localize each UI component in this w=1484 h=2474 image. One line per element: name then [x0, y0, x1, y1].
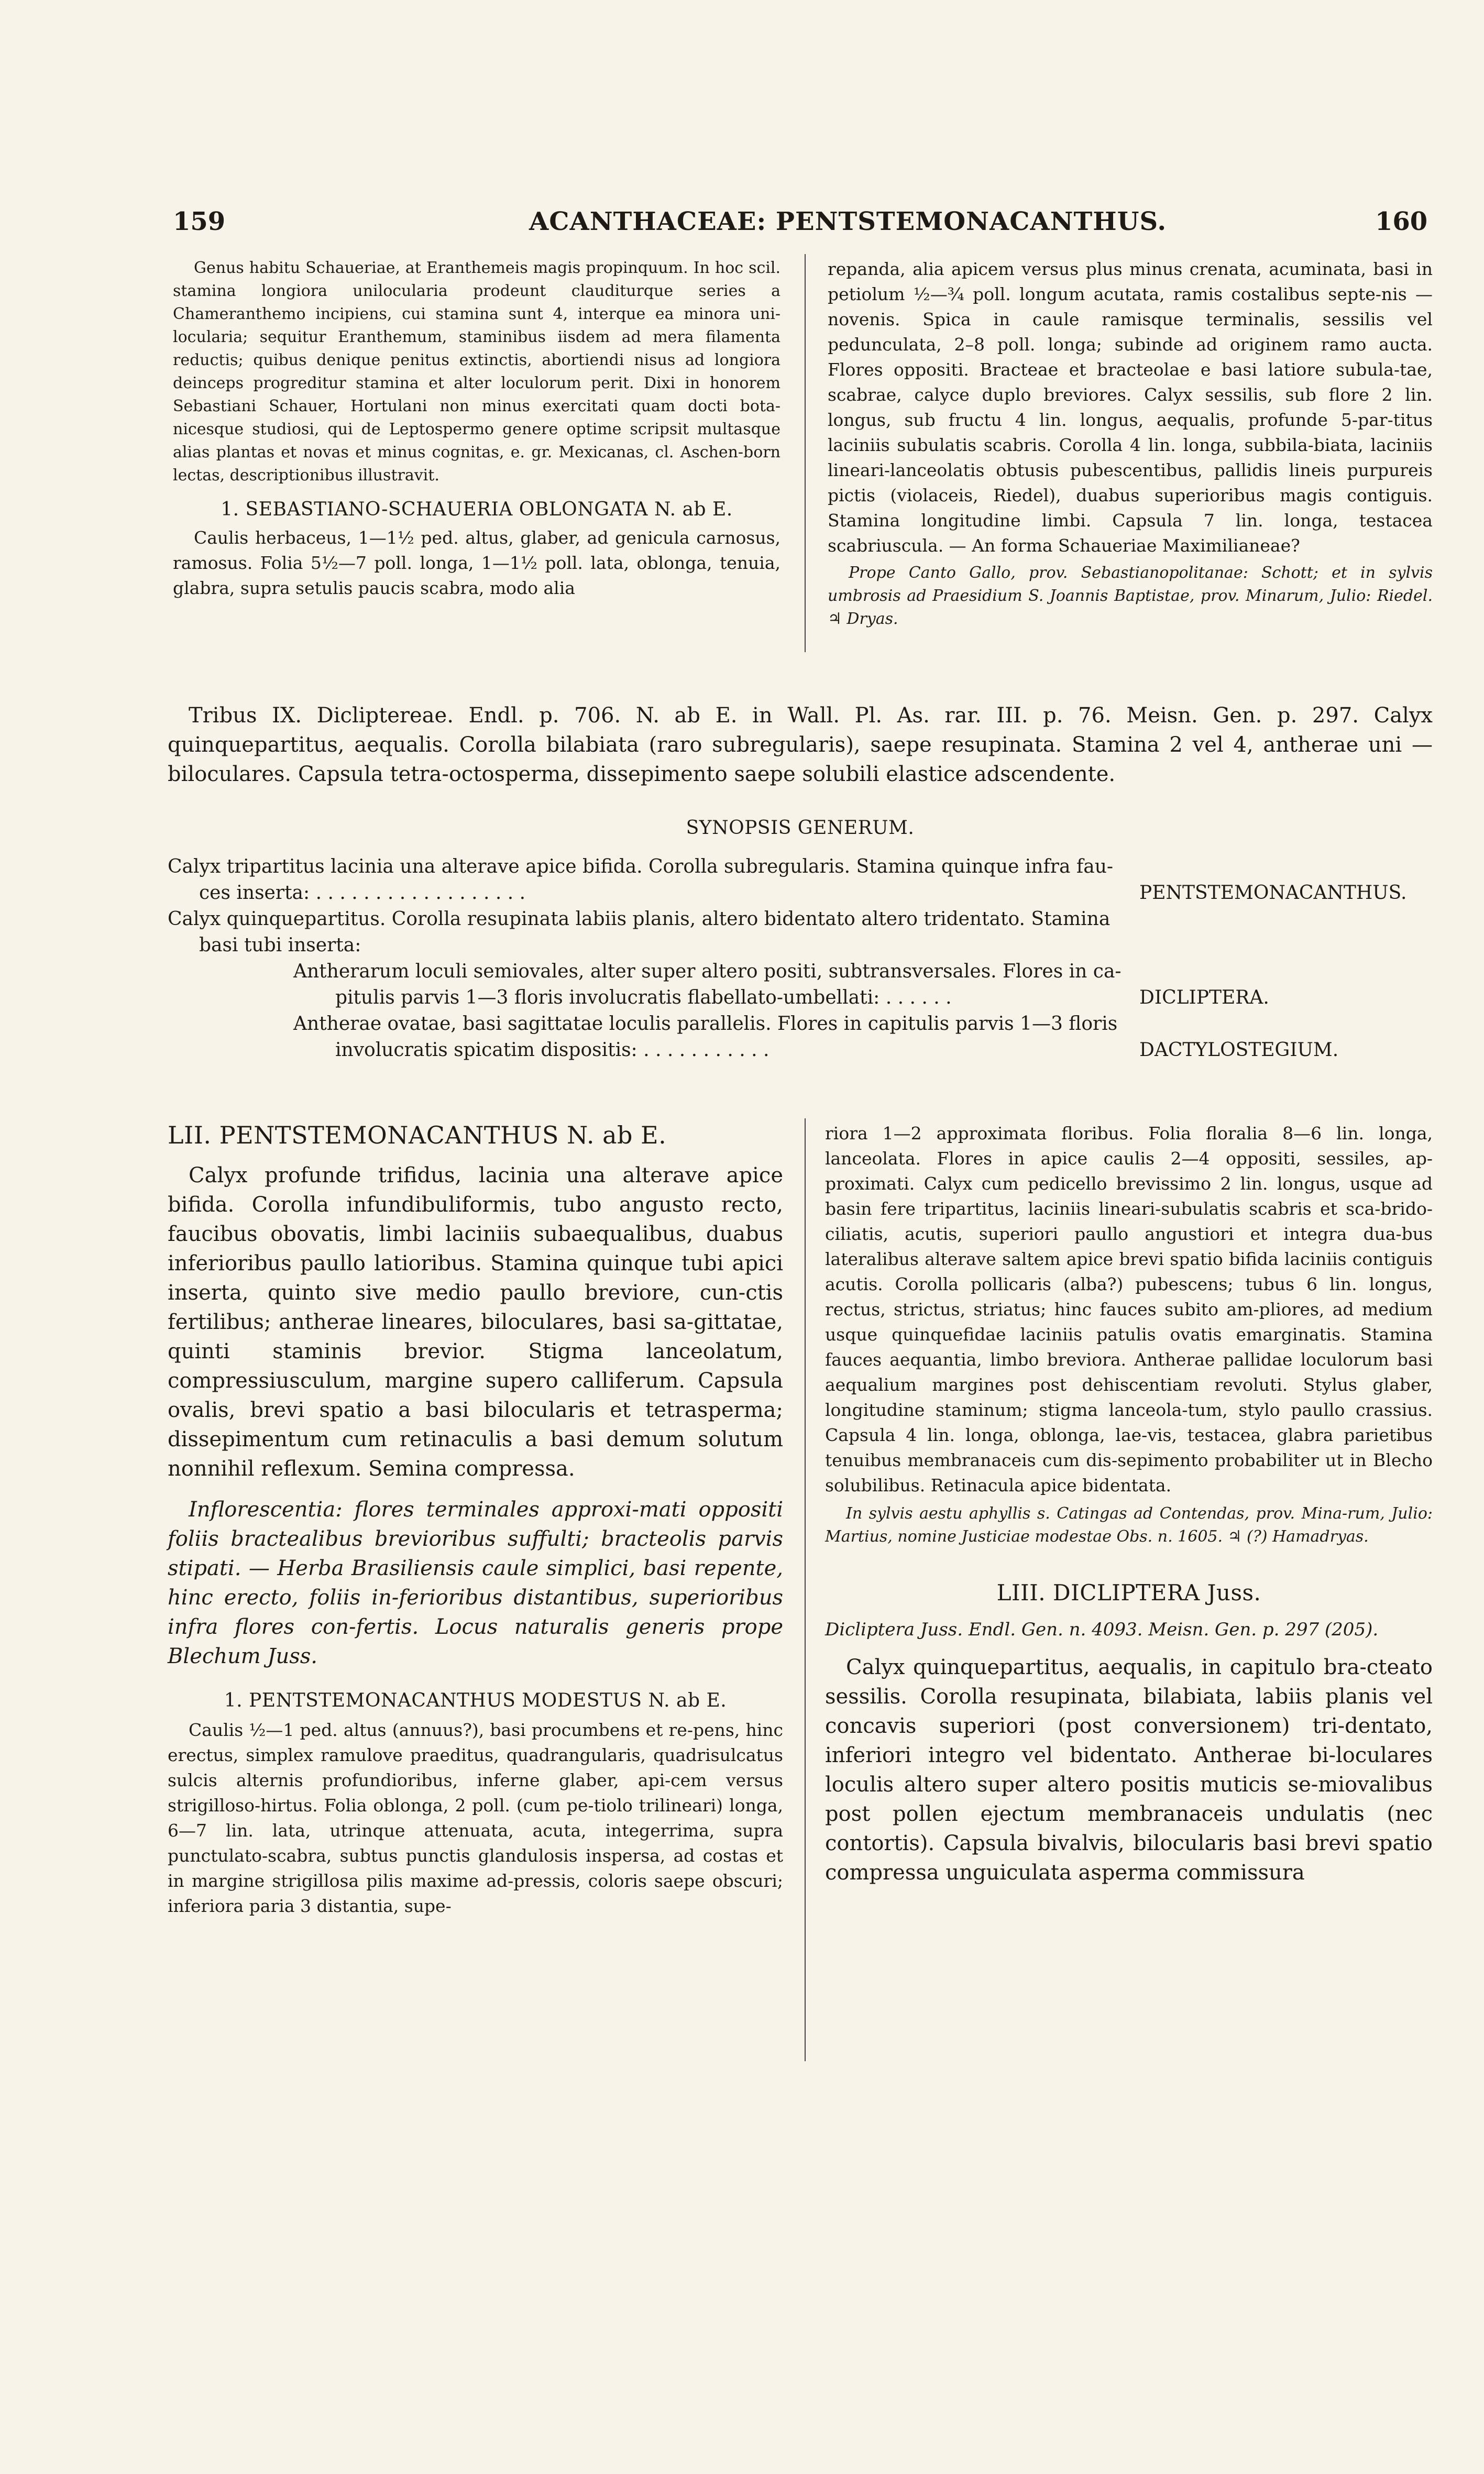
species-description-continued: repanda, alia apicem versus plus minus crenata, acuminata, basi in petiolum ½—¾ poll. longum acutata, ramis costalibus septe-nis — novenis. Spica in caule ramisque terminalis, sessilis vel pedunculata, 2–8 poll. longa; subinde ad originem ramo aucta. Flores oppositi. Bracteae et bracteolae e basi latiore subula-tae, scabrae, calyce duplo breviores. Calyx sessilis, sub flore 2 lin. longus, sub fructu 4 lin. longus, aequalis, profunde 5-par-titus laciniis subulatis scabris. Corolla 4 lin. longa, subbila-biata, laciniis lineari-lanceolatis obtusis pubescentibus, pallidis lineis purpureis pictis (violaceis, Riedel), duabus superioribus magis contiguis. Stamina longitudine limbi. Capsula 7 lin. longa, testacea scabriuscula. — An forma Schaueriae Maximilianeae?: [828, 259, 1433, 556]
right-page-number: 160: [1375, 207, 1428, 236]
species-description-continued-2: riora 1—2 approximata floribus. Folia floralia 8—6 lin. longa, lanceolata. Flores in apice caulis 2—4 oppositi, sessiles, ap-proximati. Calyx cum pedicello brevissimo 2 lin. longus, usque ad basin fere tripartitus, laciniis lineari-subulatis scabris et sca-brido-ciliatis, acutis, superiori paullo angustiori et integra dua-bus lateralibus alterave saltem apice brevi spatio bifida laciniis contiguis acutis. Corolla pollicaris (alba?) pubescens; tubus 6 lin. longus, rectus, strictus, striatus; hinc fauces subito am-pliores, ad medium usque quinquefidae laciniis patulis ovatis emarginatis. Stamina fauces aequantia, limbo breviora. Antherae pallidae loculorum basi aequalium margines post dehiscentiam revoluti. Stylus glaber, longitudine staminum; stigma lanceola-tum, stylo paullo crassius. Capsula 4 lin. longa, oblonga, lae-vis, testacea, glabra parietibus tenuibus membranaceis cum dis-sepimento probabiliter ut in Blecho solubilibus. Retinacula apice bidentata.: [825, 1123, 1433, 1496]
genus-description-liii: Calyx quinquepartitus, aequalis, in capitulo bra-cteato sessilis. Corolla resupinata, bilabiata, labiis planis vel concavis superiori (post conversionem) tri-dentato, inferiori integro vel bidentato. Antherae bi-loculares loculis altero super altero positis muticis se-miovalibus post pollen ejectum membranaceis undulatis (nec contortis). Capsula bivalvis, bilocularis basi brevi spatio compressa unguiculata asperma commissura: [825, 1655, 1433, 1885]
species-locality-2: In sylvis aestu aphyllis s. Catingas ad Contendas, prov. Mina-rum, Julio: Martius, nomine Justiciae modestae Obs. n. 1605. ♃ (?) Hamadryas.: [825, 1504, 1433, 1546]
genus-description-lii: Calyx profunde trifidus, lacinia una alterave apice bifida. Corolla infundibuliformis, tubo angusto recto, faucibus obovatis, limbi laciniis subaequalibus, duabus inferioribus paullo latioribus. Stamina quinque tubi apici inserta, quinto sive medio paullo breviore, cun-ctis fertilibus; antherae lineares, biloculares, basi sa-gittatae, quinti staminis brevior. Stigma lanceolatum, compressiusculum, margine supero calliferum. Capsula ovalis, brevi spatio a basi bilocularis et tetrasperma; dissepimentum cum retinaculis a basi demum solutum nonnihil reflexum. Semina compressa.: [168, 1163, 783, 1481]
synopsis-row: Calyx tripartitus lacinia una alterave apice bifida. Corolla subregularis. Stamina quinque infra fau-: [168, 856, 1114, 877]
genus-name-dactylostegium: DACTYLOSTEGIUM.: [1139, 1039, 1339, 1061]
synopsis-row: Antherae ovatae, basi sagittatae loculis parallelis. Flores in capitulis parvis 1—3 floris: [293, 1013, 1118, 1035]
synopsis-row: pitulis parvis 1—3 floris involucratis flabellato-umbellati: . . . . . . DICLIPTERA.: [168, 985, 1433, 1011]
synopsis-row: involucratis spicatim dispositis: . . . . . . . . . . . DACTYLOSTEGIUM.: [168, 1037, 1433, 1063]
species-title-sebastiano: 1. SEBASTIANO-SCHAUERIA OBLONGATA N. ab E.: [221, 499, 733, 520]
bottom-left-column: [168, 1121, 783, 1919]
column-divider-top: [805, 254, 806, 652]
bottom-right-column: [825, 1121, 1433, 1887]
left-page-number: 159: [173, 207, 226, 236]
running-title: ACANTHACEAE: PENTSTEMONACANTHUS.: [529, 207, 1167, 236]
synopsis-row: Calyx quinquepartitus. Corolla resupinata labiis planis, altero bidentato altero tridentato. Stamina: [168, 908, 1111, 930]
genus-intro-paragraph: Genus habitu Schaueriae, at Eranthemeis magis propinquum. In hoc scil. stamina longiora unilocularia prodeunt clauditurque series a Chameranthemo incipiens, cui stamina sunt 4, interque ea minora uni-locularia; sequitur Eranthemum, staminibus iisdem ad mera filamenta reductis; quibus denique penitus extinctis, abortiendi nisus ad longiora deinceps progreditur stamina et alter loculorum perit. Dixi in honorem Sebastiani Schauer, Hortulani non minus exercitati quam docti bota-nicesque studiosi, qui de Leptospermo genere optime scripsit multasque alias plantas et novas et minus cognitas, e. gr. Mexicanas, cl. Aschen-born lectas, descriptionibus illustravit.: [173, 259, 781, 485]
species-title-pentstemonacanthus: 1. PENTSTEMONACANTHUS MODESTUS N. ab E.: [224, 1690, 727, 1711]
species-description-sebastiano: Caulis herbaceus, 1—1½ ped. altus, glaber, ad genicula carnosus, ramosus. Folia 5½—7 poll. longa, 1—1½ poll. lata, oblonga, tenuia, glabra, supra setulis paucis scabra, modo alia: [173, 527, 781, 598]
genus-name-dicliptera: DICLIPTERA.: [1139, 987, 1269, 1008]
top-left-column: [173, 257, 781, 601]
synopsis-row: ces inserta: . . . . . . . . . . . . . . . . . . PENTSTEMONACANTHUS.: [168, 880, 1433, 906]
synopsis-row: Antherarum loculi semiovales, alter super altero positi, subtransversales. Flores in ca-: [293, 961, 1122, 982]
species-description-pentstemonacanthus: Caulis ½—1 ped. altus (annuus?), basi procumbens et re-pens, hinc erectus, simplex ramulove praeditus, quadrangularis, quadrisulcatus sulcis alternis profundioribus, inferne glaber, api-cem versus strigilloso-hirtus. Folia oblonga, 2 poll. (cum pe-tiolo trilineari) longa, 6—7 lin. lata, utrinque attenuata, acuta, integerrima, supra punctulato-scabra, subtus punctis glandulosis inspersa, ad costas et in margine strigillosa pilis maxime ad-pressis, coloris saepe obscuri; inferiora paria 3 distantia, supe-: [168, 1720, 783, 1916]
tribe-text: Tribus IX. Dicliptereae. Endl. p. 706. N. ab E. in Wall. Pl. As. rar. III. p. 76. Meisn. Gen. p. 297. Calyx quinquepartitus, aequalis. Corolla bilabiata (raro subregularis), saepe resupinata. Stamina 2 vel 4, antherae uni — biloculares. Capsula tetra-octosperma, dissepimento saepe solubili elastice adscendente.: [168, 703, 1433, 786]
synopsis-table: [168, 854, 1433, 1063]
column-divider-bottom: [805, 1118, 806, 2061]
synopsis-title: SYNOPSIS GENERUM.: [686, 817, 915, 839]
top-right-column: [828, 257, 1433, 631]
genus-title-lii: LII. PENTSTEMONACANTHUS N. ab E.: [168, 1121, 667, 1149]
genus-title-liii: LIII. DICLIPTERA Juss.: [996, 1580, 1261, 1606]
species-locality: Prope Canto Gallo, prov. Sebastianopolitanae: Schott; et in sylvis umbrosis ad Praesidium S. Joannis Baptistae, prov. Minarum, Julio: Riedel. ♃ Dryas.: [828, 564, 1433, 628]
tribe-paragraph: [168, 701, 1433, 789]
genus-name-pentstemonacanthus: PENTSTEMONACANTHUS.: [1139, 882, 1407, 904]
synopsis-row: basi tubi inserta:: [199, 934, 361, 956]
inflorescentia-paragraph: Inflorescentia: flores terminales approxi-mati oppositi foliis bractealibus brevioribus suffulti; bracteolis parvis stipati. — Herba Brasiliensis caule simplici, basi repente, hinc erecto, foliis in-ferioribus distantibus, superioribus infra flores con-fertis. Locus naturalis generis prope Blechum Juss.: [168, 1498, 783, 1668]
genus-reference-liii: Dicliptera Juss. Endl. Gen. n. 4093. Meisn. Gen. p. 297 (205).: [825, 1619, 1379, 1640]
